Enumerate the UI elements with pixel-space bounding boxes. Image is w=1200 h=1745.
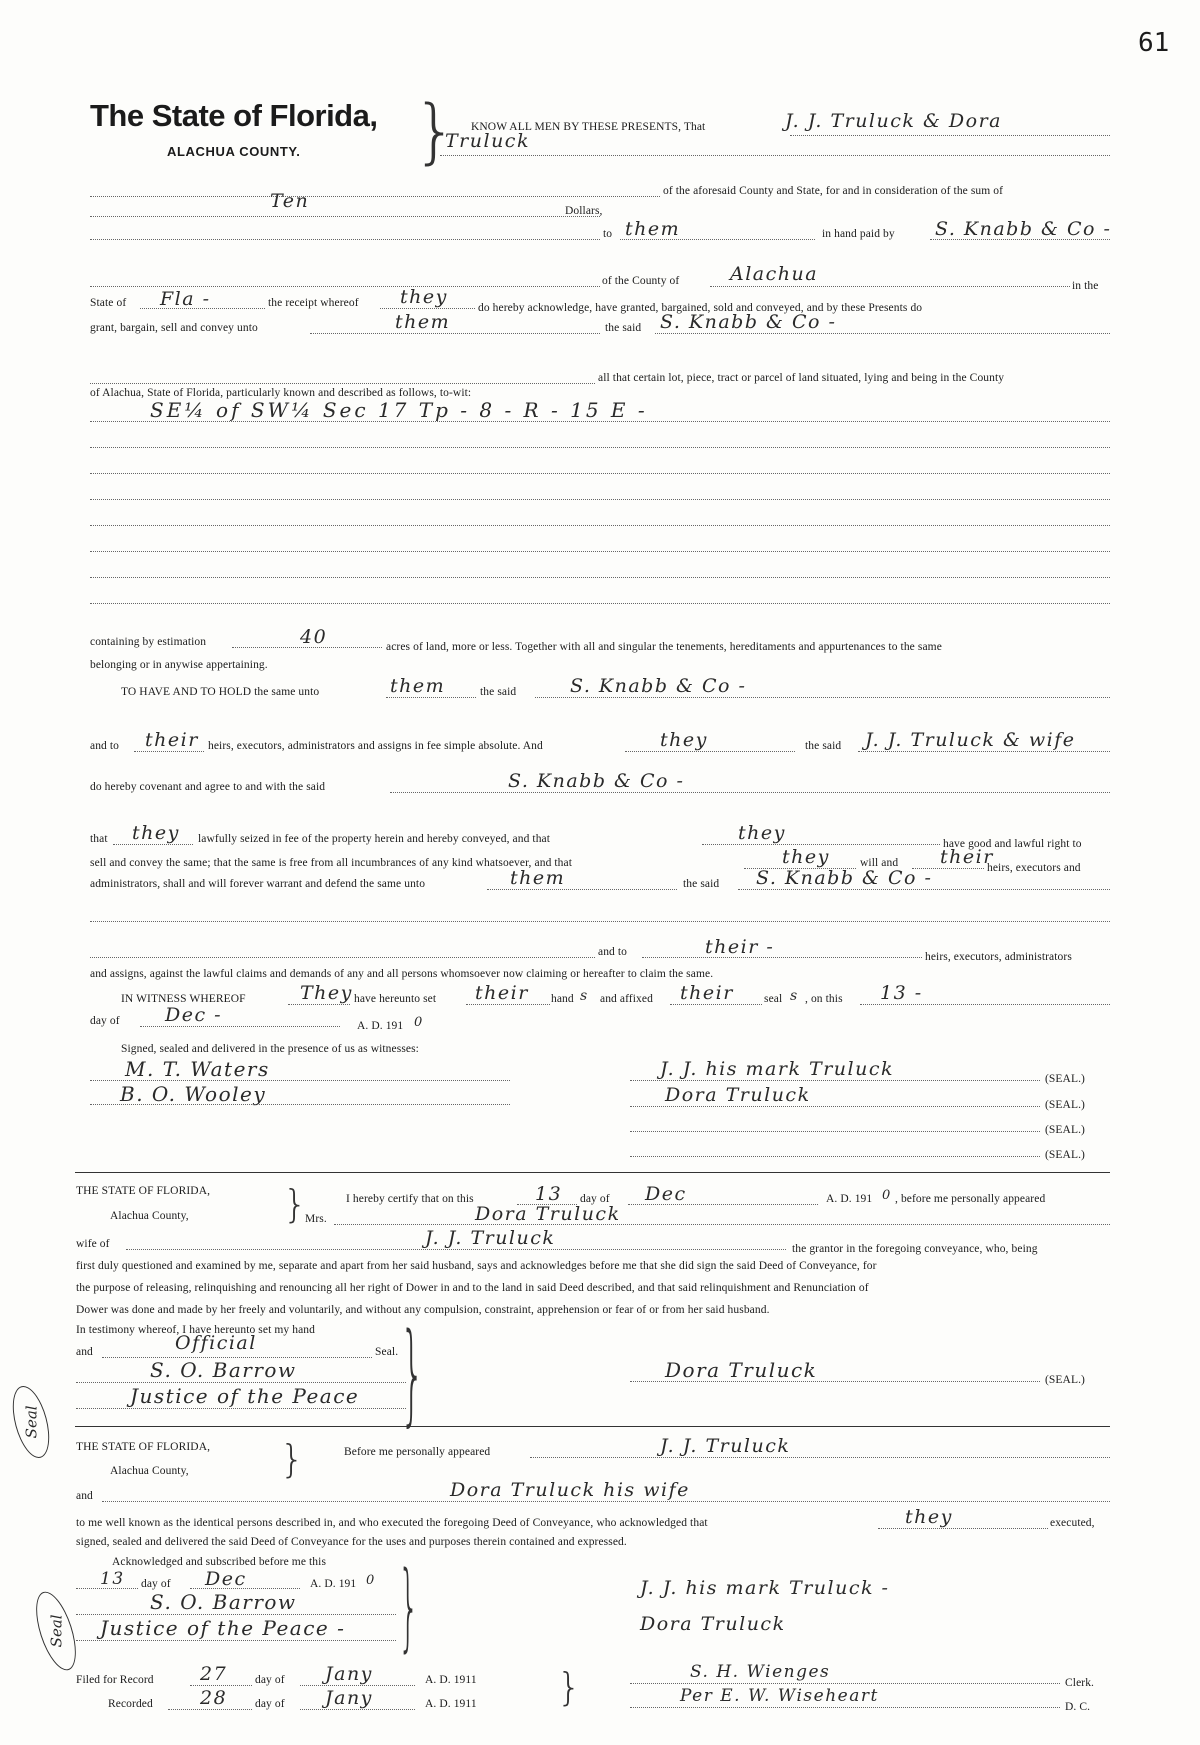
grantee-handwriting: them	[395, 311, 451, 333]
containing-text: containing by estimation	[90, 636, 207, 648]
ack2-day-handwriting: 13	[100, 1569, 125, 1589]
description-line	[90, 473, 1110, 474]
description-line	[90, 551, 1110, 552]
set-line	[466, 1004, 550, 1005]
signature1-line	[630, 1080, 1040, 1081]
in-the-text: in the	[1072, 280, 1099, 292]
grantee-name-line	[655, 333, 1110, 334]
day-handwriting: 13 -	[880, 982, 923, 1004]
seal-handwriting: s	[790, 988, 799, 1004]
ack1-title-line	[76, 1408, 406, 1409]
day-of-text: day of	[90, 1015, 120, 1027]
ack1-officer-handwriting: S. O. Barrow	[150, 1358, 297, 1382]
ack1-line3: Dower was done and made by her freely and voluntarily, and without any compulsion, constraint, apprehension or fear of or from her said husband.	[76, 1304, 770, 1316]
witness2-handwriting: B. O. Wooley	[120, 1082, 267, 1106]
month-handwriting: Dec -	[165, 1004, 223, 1026]
ack2-officer-handwriting: S. O. Barrow	[150, 1590, 297, 1614]
will-and-text: will and	[860, 857, 899, 869]
ack1-mrs: Mrs.	[305, 1213, 327, 1225]
ack1-seal-stamp-text: Seal	[22, 1405, 40, 1439]
and-to-text: and to	[90, 740, 120, 752]
filed-day-handwriting: 27	[200, 1663, 228, 1685]
ack1-title-handwriting: Justice of the Peace	[130, 1384, 360, 1408]
ack2-person1-handwriting: J. J. Truluck	[660, 1435, 791, 1457]
rec-month-handwriting: Jany	[325, 1687, 373, 1709]
ack2-acknowledged: Acknowledged and subscribed before me this	[112, 1556, 327, 1568]
seized-line	[702, 844, 940, 845]
covenant-line	[390, 792, 1110, 793]
ack2-before: Before me personally appeared	[344, 1446, 491, 1458]
covenant-text: do hereby covenant and agree to and with the said	[90, 781, 326, 793]
ack2-known: to me well known as the identical persons described in, and who executed the foregoing Deed of Conveyance, who acknowledged that	[76, 1517, 708, 1529]
ack2-seal-stamp	[28, 1587, 84, 1675]
blank-line	[90, 921, 1110, 922]
dollars-text: Dollars,	[565, 205, 603, 217]
sell-text: sell and convey the same; that the same is free from all incumbrances of any kind whatsoever, and that	[90, 857, 573, 869]
grantors-handwriting-1: J. J. Truluck & Dora	[785, 110, 1002, 132]
ack1-husband-line	[126, 1249, 786, 1250]
ack1-mrs-line	[334, 1224, 1110, 1225]
document-title: The State of Florida,	[90, 98, 378, 133]
ack1-day-handwriting: 13	[535, 1183, 563, 1205]
seal-label-4: (SEAL.)	[1045, 1149, 1085, 1161]
receipt-line	[380, 308, 475, 309]
seized-handwriting: they	[738, 822, 786, 844]
heirs-exec-text: heirs, executors and	[987, 862, 1081, 874]
page-number: 61	[1138, 28, 1170, 58]
that-text: that	[90, 833, 108, 845]
assigns-text: and assigns, against the lawful claims and demands of any and all persons whomsoever now claiming or hereafter to claim the same.	[90, 968, 714, 980]
ack1-testimony: In testimony whereof, I have hereunto set my hand	[76, 1324, 315, 1336]
to-text: to	[603, 228, 613, 240]
ack1-state: THE STATE OF FLORIDA,	[76, 1185, 211, 1197]
acres-text: acres of land, more or less. Together with all and singular the tenements, hereditaments and appurtenances to the same	[386, 641, 942, 653]
ack2-month-handwriting: Dec	[205, 1568, 247, 1590]
will-handwriting: their	[940, 846, 994, 868]
heirs-exec-2-text: heirs, executors, administrators	[925, 951, 1072, 963]
ack1-official-handwriting: Official	[175, 1332, 257, 1354]
ack2-sig1-handwriting: J. J. his mark Truluck -	[640, 1577, 890, 1599]
know-all-text: KNOW ALL MEN BY THESE PRESENTS, That	[471, 121, 706, 133]
month-line	[140, 1026, 340, 1027]
ad-text: A. D. 191	[357, 1020, 404, 1032]
sell-handwriting: they	[782, 846, 830, 868]
and-to-2-text: and to	[598, 946, 628, 958]
county-handwriting: Alachua	[730, 263, 819, 285]
signature2-line	[630, 1106, 1040, 1107]
grantee-name-handwriting: S. Knabb & Co -	[660, 311, 837, 333]
and-line	[625, 751, 795, 752]
ack2-county: Alachua County,	[110, 1465, 189, 1477]
ack2-and: and	[76, 1490, 93, 1502]
grantors-line-2	[440, 155, 1110, 156]
admins-text: administrators, shall and will forever warrant and defend the same unto	[90, 878, 426, 890]
heirs-text: heirs, executors, administrators and assigns in fee simple absolute. And	[208, 740, 543, 752]
sum-handwriting: Ten	[270, 190, 310, 212]
paid-by-line	[930, 239, 1110, 240]
and-to-2-line	[642, 957, 922, 958]
description-handwriting: SE¼ of SW¼ Sec 17 Tp - 8 - R - 15 E -	[150, 398, 648, 422]
ack2-right-brace: }	[398, 1552, 420, 1662]
signature4-line	[630, 1156, 1040, 1157]
acres-handwriting: 40	[300, 626, 328, 648]
covenant-handwriting: S. Knabb & Co -	[508, 770, 685, 792]
have-set-text: have hereunto set	[354, 993, 437, 1005]
state-line	[140, 308, 265, 309]
their-handwriting: their	[145, 729, 199, 751]
witness-handwriting: They	[300, 982, 353, 1004]
ack2-person1-line	[530, 1457, 1110, 1458]
clerk-handwriting: S. H. Wienges	[690, 1662, 831, 1682]
ack1-line1: first duly questioned and examined by me, separate and apart from her said husband, says and acknowledges before me that she did sign the said Deed of Conveyance, for	[76, 1260, 877, 1272]
unto-line	[386, 697, 476, 698]
description-line	[90, 421, 1110, 422]
that-line	[113, 844, 193, 845]
hands-handwriting: s	[580, 988, 589, 1004]
header-brace: }	[413, 90, 458, 172]
grant-text: grant, bargain, sell and convey unto	[90, 322, 258, 334]
to-line	[620, 239, 815, 240]
blank-line	[90, 957, 595, 958]
the-said-2-line	[858, 751, 1110, 752]
ack2-person2-line	[102, 1501, 1110, 1502]
ack1-mrs-handwriting: Dora Truluck	[475, 1203, 621, 1225]
filed-month-line	[300, 1685, 415, 1686]
unto-handwriting: them	[390, 675, 446, 697]
witness2-line	[90, 1104, 510, 1105]
and-to-2-handwriting: their -	[705, 936, 775, 958]
ack1-line2: the purpose of releasing, relinquishing and renouncing all her right of Dower in and to the land in said Deed described, and that said relinquishment and Renunciation of	[76, 1282, 869, 1294]
sum-line	[90, 216, 600, 217]
witness1-handwriting: M. T. Waters	[125, 1057, 270, 1081]
acres-line	[232, 647, 382, 648]
ack2-ad: A. D. 191	[310, 1578, 357, 1590]
in-hand-text: in hand paid by	[822, 228, 895, 240]
ack1-grantor: the grantor in the foregoing conveyance, who, being	[792, 1243, 1038, 1255]
filing-brace: }	[557, 1665, 582, 1709]
signature2-handwriting: Dora Truluck	[665, 1084, 811, 1106]
ack1-right-brace: }	[400, 1309, 425, 1437]
affixed-handwriting: their	[680, 982, 734, 1004]
ack2-brace: }	[280, 1437, 305, 1481]
seal-label-1: (SEAL.)	[1045, 1073, 1085, 1085]
the-said-3-handwriting: S. Knabb & Co -	[756, 867, 933, 889]
description-line	[90, 603, 1110, 604]
seized-text: lawfully seized in fee of the property herein and hereby conveyed, and that	[198, 833, 551, 845]
to-handwriting: them	[625, 218, 681, 240]
ack2-known-line	[878, 1528, 1048, 1529]
rec-day-of: day of	[255, 1698, 285, 1710]
grantors-line-1	[790, 135, 1110, 136]
seal-text: seal	[764, 993, 783, 1005]
ack2-year-handwriting: 0	[366, 1573, 376, 1588]
clerk-line	[630, 1683, 1060, 1684]
the-said-2-text: the said	[805, 740, 842, 752]
ack2-day-line	[76, 1588, 138, 1589]
ack1-before-me: , before me personally appeared	[895, 1193, 1046, 1205]
the-said-line	[535, 697, 1110, 698]
paid-by-handwriting: S. Knabb & Co -	[935, 218, 1112, 240]
day-line	[860, 1004, 1110, 1005]
ack2-day-of: day of	[141, 1578, 171, 1590]
that-handwriting: they	[132, 822, 180, 844]
ack2-title-handwriting: Justice of the Peace -	[100, 1616, 346, 1640]
filed-month-handwriting: Jany	[325, 1663, 373, 1685]
ack2-officer-line	[76, 1614, 396, 1615]
ack1-husband-handwriting: J. J. Truluck	[425, 1227, 556, 1249]
dc-handwriting: Per E. W. Wiseheart	[680, 1686, 879, 1706]
to-have-text: TO HAVE AND TO HOLD the same unto	[121, 686, 320, 698]
ack2-month-line	[190, 1588, 300, 1589]
have-good-text: have good and lawful right to	[943, 838, 1082, 850]
set-handwriting: their	[475, 982, 529, 1004]
the-said-text: the said	[480, 686, 517, 698]
rec-day-line	[168, 1709, 252, 1710]
ack1-brace: }	[283, 1182, 308, 1226]
ack2-seal-stamp-text: Seal	[47, 1614, 65, 1648]
filed-ad: A. D. 1911	[425, 1674, 477, 1686]
admins-handwriting: them	[510, 867, 566, 889]
grantee-line	[310, 333, 600, 334]
description-line	[90, 447, 1110, 448]
recorded-text: Recorded	[108, 1698, 153, 1710]
filed-day-of: day of	[255, 1674, 285, 1686]
of-county-text: of the aforesaid County and State, for and in consideration of the sum of	[663, 185, 1004, 197]
the-said-text: the said	[605, 322, 642, 334]
ack2-executed: executed,	[1050, 1517, 1095, 1529]
rec-day-handwriting: 28	[200, 1687, 228, 1709]
dc-line	[630, 1707, 1060, 1708]
ack2-state: THE STATE OF FLORIDA,	[76, 1441, 211, 1453]
ack1-seal-label: (SEAL.)	[1045, 1374, 1085, 1386]
ack1-month-handwriting: Dec	[645, 1183, 687, 1205]
receipt-handwriting: they	[400, 286, 448, 308]
section-divider	[75, 1172, 1110, 1173]
section-divider-2	[75, 1426, 1110, 1427]
dc-label: D. C.	[1065, 1701, 1091, 1713]
the-said-2-handwriting: J. J. Truluck & wife	[865, 729, 1076, 751]
ack1-year-handwriting: 0	[882, 1188, 892, 1203]
ack1-day-of: day of	[580, 1193, 610, 1205]
acknowledge-text: do hereby acknowledge, have granted, bargained, sold and conveyed, and by these Presents do	[478, 302, 923, 314]
receipt-text: the receipt whereof	[268, 297, 359, 309]
hands-text: hand	[551, 993, 574, 1005]
ack2-person2-handwriting: Dora Truluck his wife	[450, 1479, 690, 1501]
county-heading: ALACHUA COUNTY.	[167, 144, 301, 159]
rec-ad: A. D. 1911	[425, 1698, 477, 1710]
and-handwriting: they	[660, 729, 708, 751]
ack1-county: Alachua County,	[110, 1210, 189, 1222]
on-this-text: , on this	[805, 993, 843, 1005]
description-line	[90, 525, 1110, 526]
filed-day-line	[190, 1685, 252, 1686]
the-said-3-line	[738, 889, 1110, 890]
signature1-handwriting: J. J. his mark Truluck	[660, 1058, 894, 1080]
of-county-of-text: of the County of	[602, 275, 680, 287]
county-line	[710, 286, 1070, 287]
ack1-month-line	[628, 1204, 818, 1205]
ack2-sig2-handwriting: Dora Truluck	[640, 1613, 786, 1635]
grantors-handwriting-2: Truluck	[445, 130, 530, 152]
ack2-signed: signed, sealed and delivered the said Deed of Conveyance for the uses and purposes therein contained and expressed.	[76, 1536, 627, 1548]
clerk-label: Clerk.	[1065, 1677, 1095, 1689]
filed-text: Filed for Record	[76, 1674, 154, 1686]
description-line	[90, 499, 1110, 500]
ack1-and: and	[76, 1346, 93, 1358]
blank-line	[90, 286, 600, 287]
signed-text: Signed, sealed and delivered in the presence of us as witnesses:	[121, 1043, 419, 1055]
blank-line	[90, 196, 660, 197]
the-said-handwriting: S. Knabb & Co -	[570, 675, 747, 697]
the-said-3-text: the said	[683, 878, 720, 890]
seal-label-3: (SEAL.)	[1045, 1124, 1085, 1136]
signature3-line	[630, 1131, 1040, 1132]
admins-line	[487, 889, 677, 890]
year-handwriting: 0	[414, 1015, 424, 1030]
affixed-text: and affixed	[600, 993, 653, 1005]
ack1-signature-handwriting: Dora Truluck	[665, 1358, 818, 1382]
ack1-signature-line	[630, 1381, 1040, 1382]
ack1-ad: A. D. 191	[826, 1193, 873, 1205]
blank-line	[90, 383, 595, 384]
witness1-line	[90, 1080, 510, 1081]
ack1-wife-of: wife of	[76, 1238, 110, 1250]
seal-label-2: (SEAL.)	[1045, 1099, 1085, 1111]
all-that-text: all that certain lot, piece, tract or parcel of land situated, lying and being in the County	[598, 372, 1005, 384]
ack1-seal-stamp	[6, 1382, 56, 1462]
rec-month-line	[300, 1709, 415, 1710]
ack1-seal: Seal.	[375, 1346, 399, 1358]
belonging-text: belonging or in anywise appertaining.	[90, 659, 268, 671]
state-handwriting: Fla -	[160, 288, 211, 310]
blank-line	[90, 239, 600, 240]
affixed-line	[670, 1004, 762, 1005]
ack1-officer-line	[76, 1382, 406, 1383]
ack2-known-handwriting: they	[905, 1506, 953, 1528]
witness-line	[288, 1004, 350, 1005]
ack1-certify: I hereby certify that on this	[346, 1193, 474, 1205]
description-line	[90, 577, 1110, 578]
state-of-text: State of	[90, 297, 127, 309]
their-line	[134, 751, 204, 752]
ack2-title-line	[76, 1640, 396, 1641]
of-alachua-text: of Alachua, State of Florida, particularly known and described as follows, to-wit:	[90, 387, 472, 399]
in-witness-text: IN WITNESS WHEREOF	[121, 993, 246, 1005]
